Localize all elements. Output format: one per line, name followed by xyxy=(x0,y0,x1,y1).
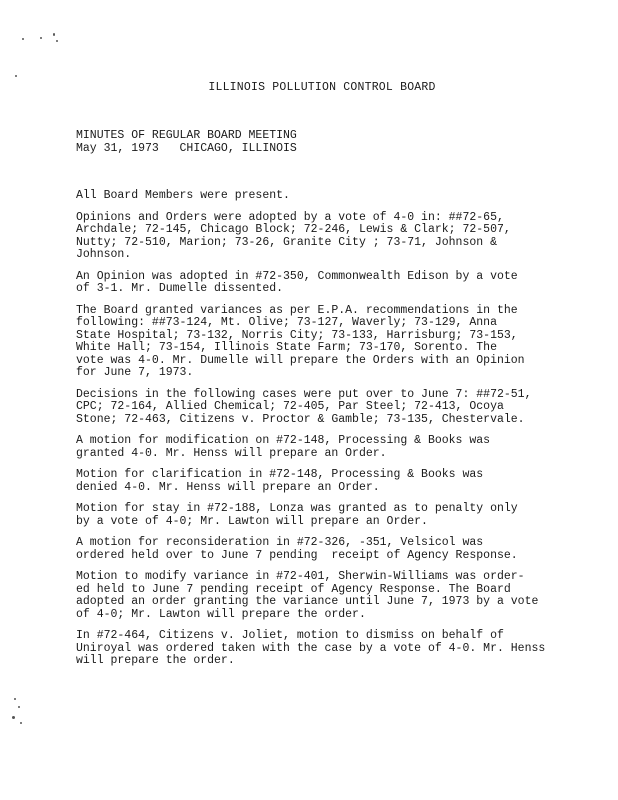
minutes-paragraph: Motion for stay in #72-188, Lonza was granted as to penalty only by a vote of 4-0; Mr. Lawton will prepare an Order. xyxy=(76,502,518,528)
minutes-paragraph: The Board granted variances as per E.P.A. recommendations in the following: ##73-124, Mt. Olive; 73-127, Waverly; 73-129, Anna State Hospital; 73-132, Norris City; 73-133, Harrisburg; 73-153, White Hall; 73-154, Illinois State Farm; 73-170, Sorento. The vote was 4-0. Mr. Dumelle will prepare the Orders with an Opinion for June 7, 1973. xyxy=(76,303,525,379)
minutes-paragraph: A motion for reconsideration in #72-326, -351, Velsicol was ordered held over to June 7 pending receipt of Agency Response. xyxy=(76,536,518,562)
scan-speck xyxy=(15,75,17,77)
scan-speck xyxy=(18,706,20,708)
meeting-date-location: May 31, 1973 CHICAGO, ILLINOIS xyxy=(76,142,297,155)
minutes-paragraph: A motion for modification on #72-148, Processing & Books was granted 4-0. Mr. Henss will prepare an Order. xyxy=(76,434,491,460)
scan-speck xyxy=(12,716,15,719)
scan-speck xyxy=(53,33,55,36)
scan-speck xyxy=(22,38,24,40)
minutes-paragraph: Decisions in the following cases were put over to June 7: ##72-51, CPC; 72-164, Allied Chemical; 72-405, Par Steel; 72-413, Ocoya Stone; 72-463, Citizens v. Proctor & Gamble; 73-135, Chestervale. xyxy=(76,387,532,426)
minutes-paragraph: Motion for clarification in #72-148, Processing & Books was denied 4-0. Mr. Henss will prepare an Order. xyxy=(76,468,484,494)
meeting-heading-line-1: MINUTES OF REGULAR BOARD MEETING xyxy=(76,129,297,142)
minutes-paragraph: An Opinion was adopted in #72-350, Commonwealth Edison by a vote of 3-1. Mr. Dumelle dissented. xyxy=(76,269,518,295)
scan-speck xyxy=(14,698,16,700)
minutes-paragraph: Motion to modify variance in #72-401, Sherwin-Williams was order- ed held to June 7 pending receipt of Agency Response. The Board adopted an order granting the variance until June 7, 1973 by a vote of 4-0; Mr. Lawton will prepare the order. xyxy=(76,570,539,621)
scan-speck xyxy=(40,37,42,39)
meeting-heading xyxy=(76,129,297,155)
minutes-paragraph: In #72-464, Citizens v. Joliet, motion to dismiss on behalf of Uniroyal was ordered taken with the case by a vote of 4-0. Mr. Henss will prepare the order. xyxy=(76,629,546,667)
minutes-body xyxy=(76,190,556,677)
document-title: ILLINOIS POLLUTION CONTROL BOARD xyxy=(208,81,436,94)
scan-speck xyxy=(20,722,22,724)
minutes-paragraph: Opinions and Orders were adopted by a vote of 4-0 in: ##72-65, Archdale; 72-145, Chicago Block; 72-246, Lewis & Clark; 72-507, Nutty; 72-510, Marion; 73-26, Granite City ; 73-71, Johnson & Johnson. xyxy=(76,210,511,261)
minutes-paragraph: All Board Members were present. xyxy=(76,189,290,202)
scan-speck xyxy=(56,40,58,42)
